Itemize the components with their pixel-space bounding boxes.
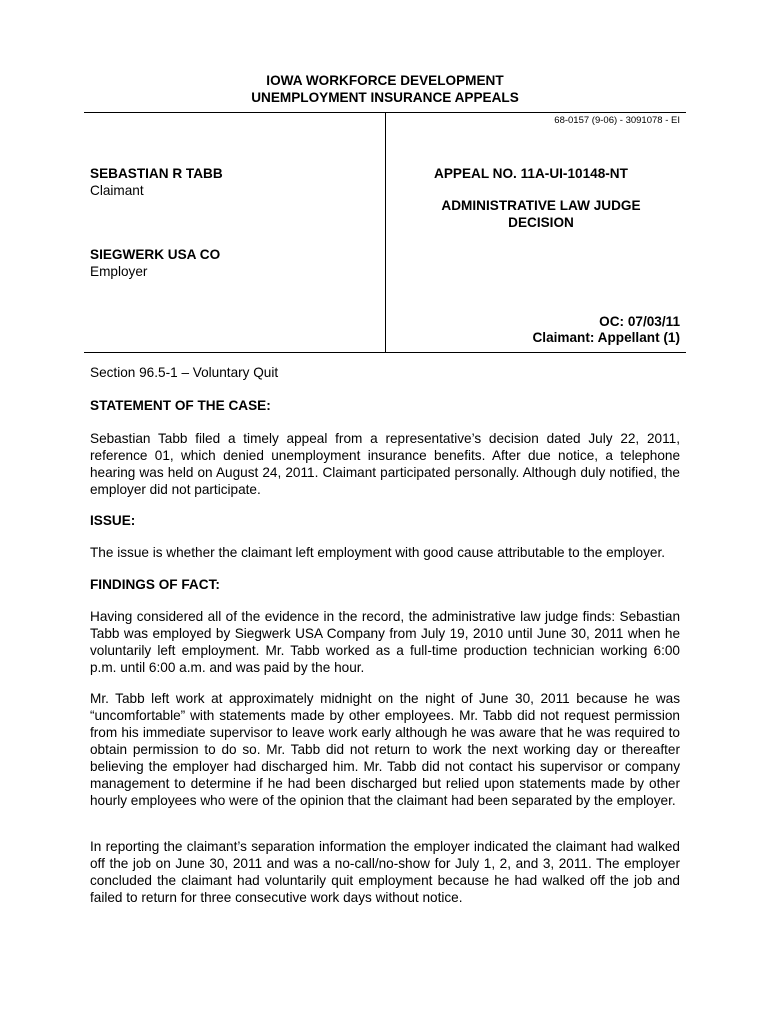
agency-division: UNEMPLOYMENT INSURANCE APPEALS <box>251 90 519 105</box>
findings-heading: FINDINGS OF FACT: <box>90 577 220 592</box>
statement-text <box>90 430 680 498</box>
statement-paragraph: Sebastian Tabb filed a timely appeal from a representative’s decision dated July 22, 2011, reference 01, which denied unemployment insurance benefits. After due notice, a telephone hearing was held on August 24, 2011. Claimant participated personally. Although duly notified, the employer did not participate. <box>90 431 680 497</box>
employer-name: SIEGWERK USA CO <box>90 247 221 262</box>
issue-heading: ISSUE: <box>90 513 136 528</box>
claimant-status: Claimant: Appellant (1) <box>532 330 680 345</box>
form-number: 68-0157 (9-06) - 3091078 - EI <box>554 115 680 126</box>
findings-paragraph-3 <box>90 838 680 906</box>
decision-title-line2: DECISION <box>508 215 574 230</box>
findings-paragraph-2 <box>90 690 680 809</box>
caption-bottom-rule <box>84 352 686 353</box>
findings-text-1: Having considered all of the evidence in the record, the administrative law judge finds: Sebastian Tabb was employed by Siegwerk USA Company from July 19, 2010 until June 30, 2011 when he voluntarily left employment. Mr. Tabb worked as a full-time production technician working 6:00 p.m. until 6:00 a.m. and was paid by the hour. <box>90 609 680 675</box>
findings-text-2: Mr. Tabb left work at approximately midnight on the night of June 30, 2011 because he was “uncomfortable” with statements made by other employees. Mr. Tabb did not request permission from his immediate supervisor to leave work early although he was aware that he was required to obtain permission to do so. Mr. Tabb did not return to work the next working day or thereafter believing the employer had discharged him. Mr. Tabb did not contact his supervisor or company management to determine if he had been discharged but relied upon statements made by other hourly employees who were of the opinion that the claimant had been separated by the employer. <box>90 691 680 808</box>
issue-text <box>90 544 680 561</box>
employer-label: Employer <box>90 264 148 279</box>
claimant-name: SEBASTIAN R TABB <box>90 166 223 181</box>
oc-date: OC: 07/03/11 <box>599 314 680 329</box>
findings-paragraph-1 <box>90 608 680 676</box>
claimant-label: Claimant <box>90 183 144 198</box>
issue-paragraph: The issue is whether the claimant left employment with good cause attributable to the employer. <box>90 545 666 560</box>
agency-name: IOWA WORKFORCE DEVELOPMENT <box>266 73 504 88</box>
decision-title-line1: ADMINISTRATIVE LAW JUDGE <box>441 198 641 213</box>
appeal-number: APPEAL NO. 11A-UI-10148-NT <box>434 166 628 181</box>
findings-text-3: In reporting the claimant’s separation information the employer indicated the claimant had walked off the job on June 30, 2011 and was a no-call/no-show for July 1, 2, and 3, 2011. The employer concluded the claimant had voluntarily quit employment because he had walked off the job and failed to return for three consecutive work days without notice. <box>90 839 680 905</box>
section-reference: Section 96.5-1 – Voluntary Quit <box>90 365 279 380</box>
caption-divider <box>385 112 386 352</box>
statement-heading: STATEMENT OF THE CASE: <box>90 398 271 413</box>
